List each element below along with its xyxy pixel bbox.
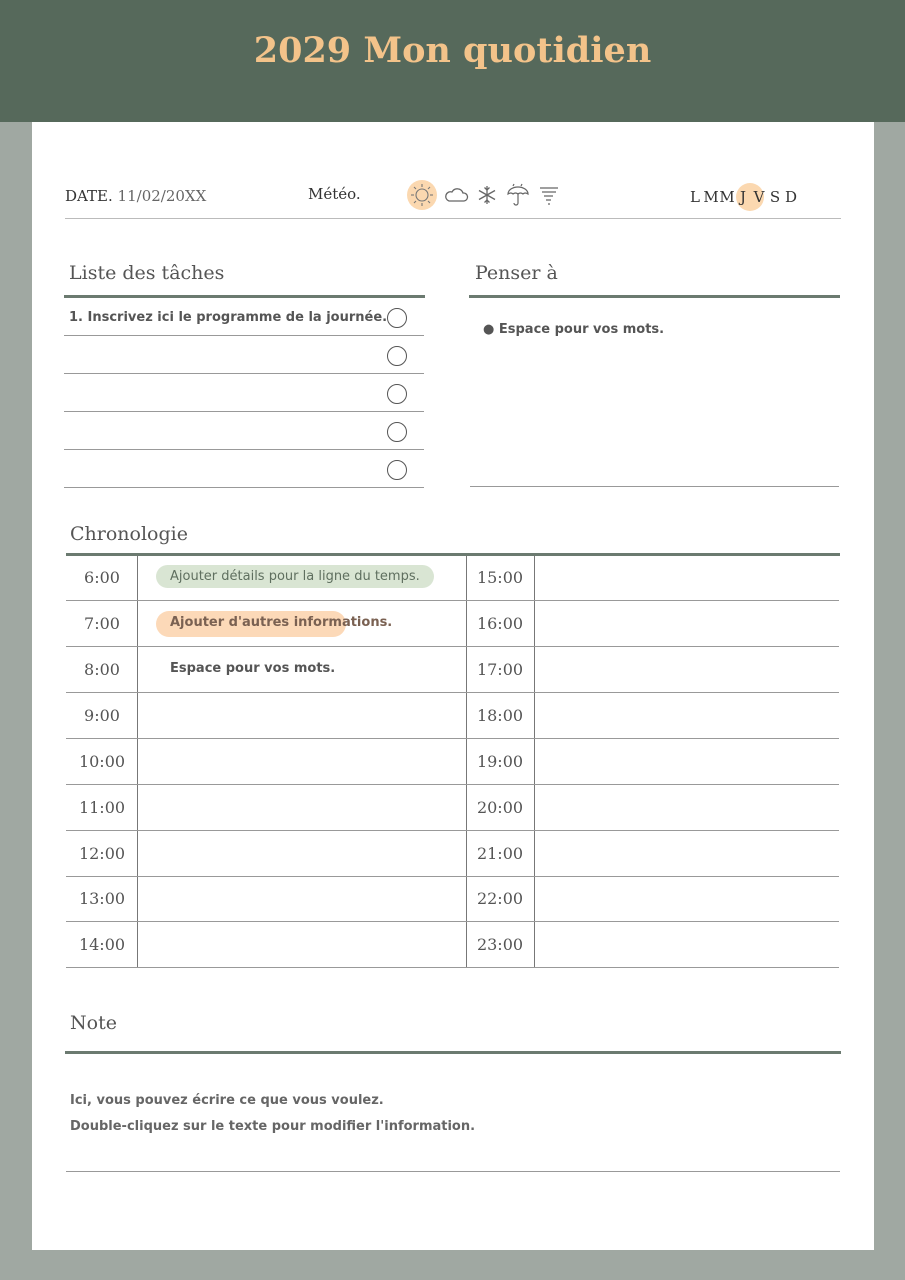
divider bbox=[64, 487, 424, 488]
bullet-icon: ● bbox=[483, 322, 499, 337]
time-label: 16:00 bbox=[476, 614, 524, 633]
day-friday[interactable]: V bbox=[753, 188, 765, 206]
time-label: 15:00 bbox=[476, 568, 524, 587]
task-checkbox[interactable] bbox=[387, 422, 407, 442]
time-label: 12:00 bbox=[78, 844, 126, 863]
page-header bbox=[0, 0, 905, 122]
weekday-selector bbox=[687, 188, 799, 206]
note-line: Double-cliquez sur le texte pour modifier l'information. bbox=[70, 1119, 476, 1134]
divider bbox=[64, 373, 424, 374]
time-label: 21:00 bbox=[476, 844, 524, 863]
time-label: 20:00 bbox=[476, 798, 524, 817]
date-label: DATE. bbox=[65, 187, 113, 205]
meteo-label: Météo. bbox=[308, 185, 361, 203]
note-line: Ici, vous pouvez écrire ce que vous voulez. bbox=[70, 1093, 384, 1108]
divider bbox=[137, 556, 138, 968]
divider bbox=[66, 967, 839, 968]
day-monday[interactable]: L bbox=[690, 188, 700, 206]
cloud-icon[interactable] bbox=[441, 180, 471, 210]
think-item[interactable]: ● Espace pour vos mots. bbox=[483, 322, 665, 337]
divider bbox=[65, 218, 841, 219]
planner-sheet bbox=[32, 122, 874, 1250]
divider bbox=[66, 830, 839, 831]
divider bbox=[66, 692, 839, 693]
time-label: 9:00 bbox=[84, 706, 120, 725]
page-title: 2029 Mon quotidien bbox=[253, 30, 652, 71]
tornado-icon[interactable] bbox=[534, 180, 564, 210]
time-label: 14:00 bbox=[78, 935, 126, 954]
divider bbox=[66, 921, 839, 922]
timeline-entry[interactable]: Ajouter détails pour la ligne du temps. bbox=[156, 565, 434, 588]
day-saturday[interactable]: S bbox=[769, 188, 781, 206]
task-checkbox[interactable] bbox=[387, 384, 407, 404]
divider bbox=[64, 449, 424, 450]
divider bbox=[470, 486, 839, 487]
umbrella-icon[interactable] bbox=[503, 180, 533, 210]
time-label: 11:00 bbox=[78, 798, 126, 817]
divider bbox=[469, 295, 840, 298]
day-sunday[interactable]: D bbox=[784, 188, 798, 206]
timeline-entry[interactable]: Ajouter d'autres informations. bbox=[170, 615, 393, 630]
timeline-title: Chronologie bbox=[70, 523, 188, 545]
date-value[interactable]: 11/02/20XX bbox=[117, 187, 207, 205]
sun-icon[interactable] bbox=[407, 180, 437, 210]
time-label: 13:00 bbox=[78, 889, 126, 908]
day-wednesday[interactable]: M bbox=[719, 188, 735, 206]
timeline-entry[interactable]: Espace pour vos mots. bbox=[170, 661, 336, 676]
time-label: 10:00 bbox=[78, 752, 126, 771]
divider bbox=[65, 1051, 841, 1054]
time-label: 6:00 bbox=[84, 568, 120, 587]
day-tuesday[interactable]: M bbox=[703, 188, 719, 206]
divider bbox=[66, 784, 839, 785]
tasks-title: Liste des tâches bbox=[69, 262, 225, 284]
task-checkbox[interactable] bbox=[387, 308, 407, 328]
time-label: 23:00 bbox=[476, 935, 524, 954]
time-label: 7:00 bbox=[84, 614, 120, 633]
time-label: 18:00 bbox=[476, 706, 524, 725]
divider bbox=[64, 411, 424, 412]
task-checkbox[interactable] bbox=[387, 346, 407, 366]
divider bbox=[66, 876, 839, 877]
time-label: 17:00 bbox=[476, 660, 524, 679]
snowflake-icon[interactable] bbox=[472, 180, 502, 210]
time-label: 19:00 bbox=[476, 752, 524, 771]
task-item-text[interactable]: 1. Inscrivez ici le programme de la journée. bbox=[69, 310, 388, 325]
divider bbox=[64, 295, 425, 298]
note-body[interactable] bbox=[70, 1088, 475, 1140]
divider bbox=[66, 646, 839, 647]
time-label: 8:00 bbox=[84, 660, 120, 679]
divider bbox=[66, 600, 839, 601]
divider bbox=[64, 335, 424, 336]
day-thursday[interactable]: J bbox=[735, 188, 751, 206]
divider bbox=[66, 1171, 840, 1172]
date-row bbox=[65, 187, 206, 205]
divider bbox=[66, 738, 839, 739]
note-title: Note bbox=[70, 1012, 117, 1034]
task-checkbox[interactable] bbox=[387, 460, 407, 480]
think-title: Penser à bbox=[475, 262, 558, 284]
divider bbox=[66, 553, 840, 556]
time-label: 22:00 bbox=[476, 889, 524, 908]
